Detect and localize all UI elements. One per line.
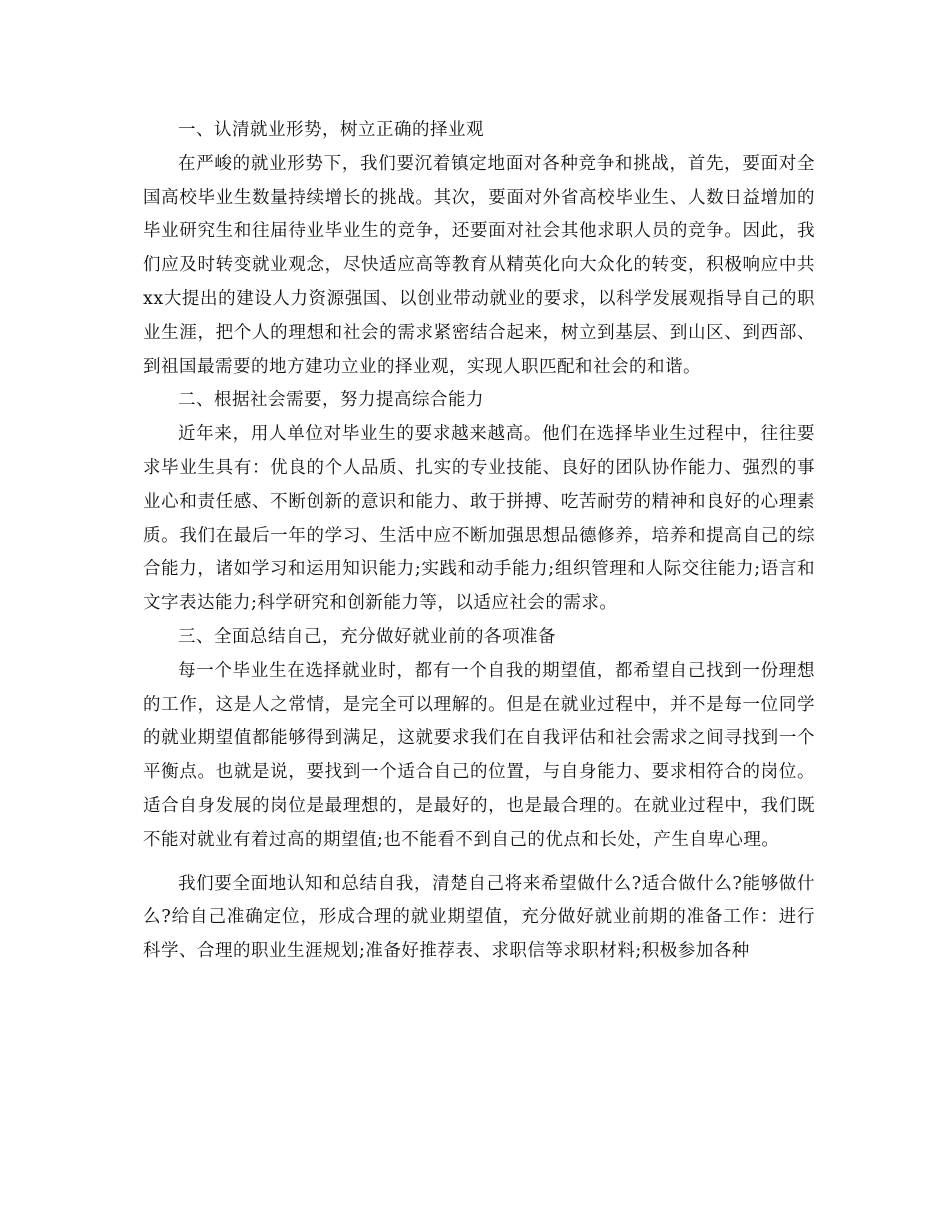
section-3-heading: 三、全面总结自己，充分做好就业前的各项准备 [178, 626, 556, 647]
section-2-paragraph: 近年来，用人单位对毕业生的要求越来越高。他们在选择毕业生过程中，往往要求毕业生具有：优良的个人品质、扎实的专业技能、良好的团队协作能力、强烈的事业心和责任感、不断创新的意识和能力、敢于拼搏、吃苦耐劳的精神和良好的心理素质。我们在最后一年的学习、生活中应不断加强思想品德修养，培养和提高自己的综合能力，诸如学习和运用知识能力;实践和动手能力;组织管理和人际交往能力;语言和文字表达能力;科学研究和创新能力等，以适应社会的需求。 [143, 424, 815, 614]
paragraph-gap [143, 858, 815, 868]
document-body [143, 114, 815, 969]
section-2-heading: 二、根据社会需要，努力提高综合能力 [178, 390, 484, 411]
section-3-paragraph-2: 我们要全面地认知和总结自我，清楚自己将来希望做什么?适合做什么?能够做什么?给自己准确定位，形成合理的就业期望值，充分做好就业前期的准备工作：进行科学、合理的职业生涯规划;准备好推荐表、求职信等求职材料;积极参加各种 [143, 873, 815, 962]
section-1-paragraph: 在严峻的就业形势下，我们要沉着镇定地面对各种竞争和挑战，首先，要面对全国高校毕业生数量持续增长的挑战。其次，要面对外省高校毕业生、人数日益增加的毕业研究生和往届待业毕业生的竞争，还要面对社会其他求职人员的竞争。因此，我们应及时转变就业观念，尽快适应高等教育从精英化向大众化的转变，积极响应中共xx大提出的建设人力资源强国、以创业带动就业的要求，以科学发展观指导自己的职业生涯，把个人的理想和社会的需求紧密结合起来，树立到基层、到山区、到西部、到祖国最需要的地方建功立业的择业观，实现人职匹配和社会的和谐。 [143, 153, 815, 377]
section-1-heading: 一、认清就业形势，树立正确的择业观 [178, 120, 484, 140]
section-3-paragraph-1: 每一个毕业生在选择就业时，都有一个自我的期望值，都希望自己找到一份理想的工作，这是人之常情，是完全可以理解的。但是在就业过程中，并不是每一位同学的就业期望值都能够得到满足，这就要求我们在自我评估和社会需求之间寻找到一个平衡点。也就是说，要找到一个适合自己的位置，与自身能力、要求相符合的岗位。适合自身发展的岗位是最理想的，是最好的，也是最合理的。在就业过程中，我们既不能对就业有着过高的期望值;也不能看不到自己的优点和长处，产生自卑心理。 [143, 660, 815, 850]
